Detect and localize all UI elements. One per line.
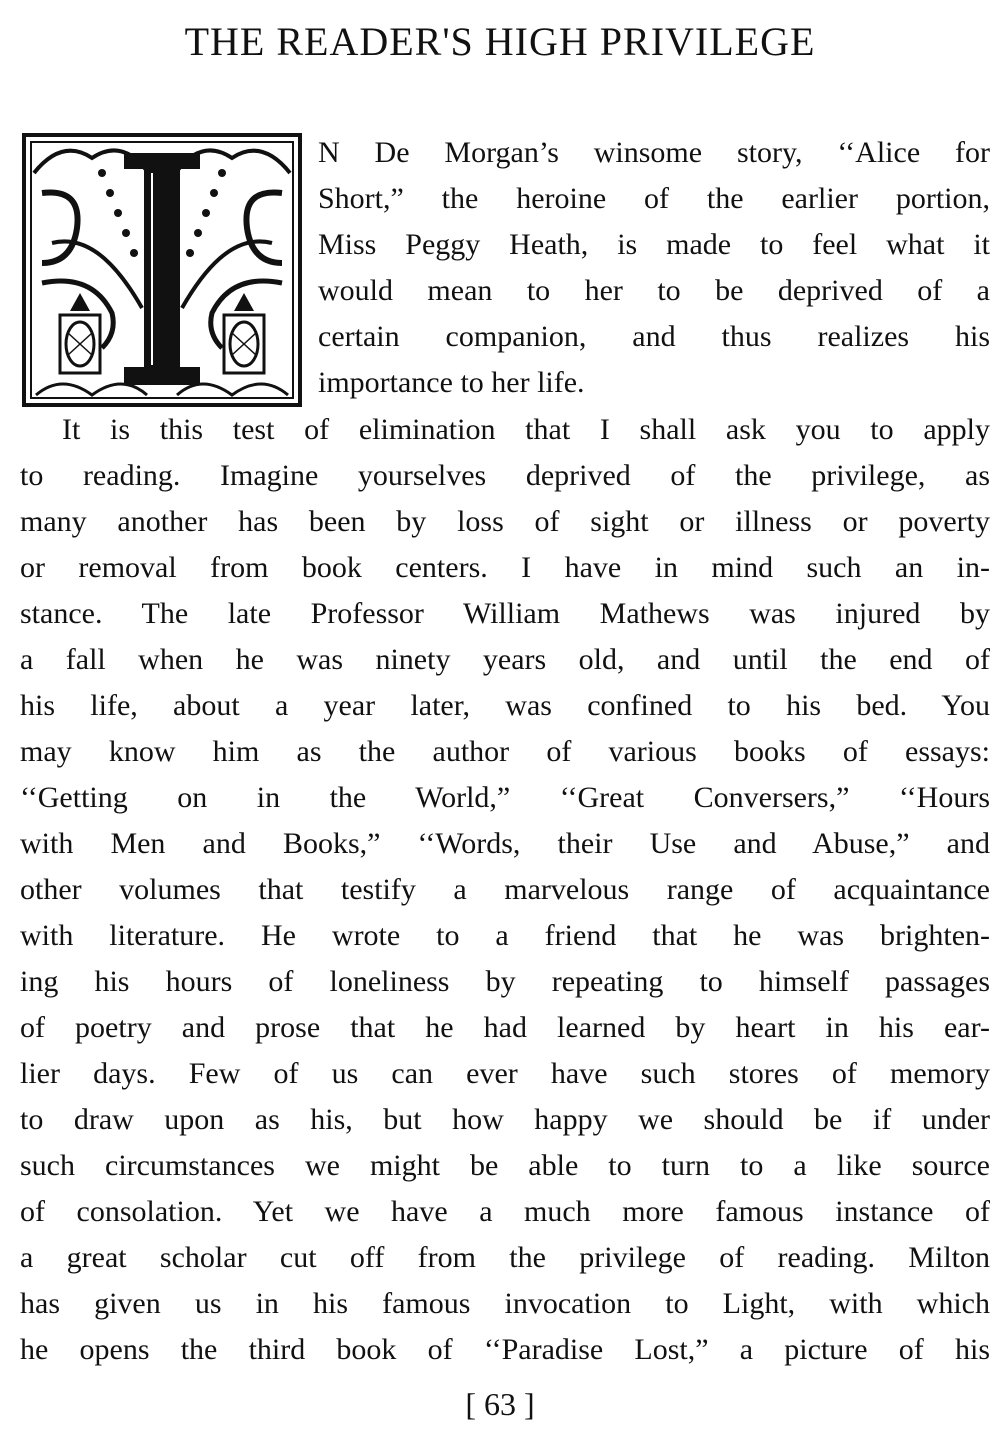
- text-line: It is this test of elimination that I shall ask you to apply: [62, 413, 990, 446]
- text-line: ‘‘Getting on in the World,” ‘‘Great Conversers,” ‘‘Hours: [20, 781, 990, 814]
- text-line: such circumstances we might be able to turn to a like source: [20, 1149, 990, 1182]
- text-line: of poetry and prose that he had learned by heart in his ear-: [20, 1011, 990, 1044]
- text-line: has given us in his famous invocation to Light, with which: [20, 1287, 990, 1320]
- text-line: a great scholar cut off from the privilege of reading. Milton: [20, 1241, 990, 1274]
- text-line: certain companion, and thus realizes his: [318, 320, 990, 353]
- text-line: Miss Peggy Heath, is made to feel what it: [318, 228, 990, 261]
- text-line: N De Morgan’s winsome story, ‘‘Alice for: [318, 136, 990, 169]
- text-line: may know him as the author of various books of essays:: [20, 735, 990, 768]
- text-line: stance. The late Professor William Mathews was injured by: [20, 597, 990, 630]
- text-line: his life, about a year later, was confined to his bed. You: [20, 689, 990, 722]
- text-line: Short,” the heroine of the earlier portion,: [318, 182, 990, 215]
- text-line: many another has been by loss of sight or illness or poverty: [20, 505, 990, 538]
- text-line: lier days. Few of us can ever have such stores of memory: [20, 1057, 990, 1090]
- page-number: [ 63 ]: [465, 1386, 535, 1422]
- text-line: of consolation. Yet we have a much more famous instance of: [20, 1195, 990, 1228]
- running-head: THE READER'S HIGH PRIVILEGE: [184, 19, 816, 64]
- text-line: or removal from book centers. I have in mind such an in-: [20, 551, 990, 584]
- text-line: importance to her life.: [318, 366, 585, 399]
- text-line: a fall when he was ninety years old, and until the end of: [20, 643, 990, 676]
- text-line: to reading. Imagine yourselves deprived of the privilege, as: [20, 459, 990, 492]
- decorated-initial-I: [22, 133, 302, 407]
- text-line: with Men and Books,” ‘‘Words, their Use and Abuse,” and: [20, 827, 990, 860]
- text-line: with literature. He wrote to a friend that he was brighten-: [20, 919, 990, 952]
- text-line: he opens the third book of ‘‘Paradise Lost,” a picture of his: [20, 1333, 990, 1366]
- text-line: other volumes that testify a marvelous range of acquaintance: [20, 873, 990, 906]
- text-line: to draw upon as his, but how happy we should be if under: [20, 1103, 990, 1136]
- text-line: would mean to her to be deprived of a: [318, 274, 990, 307]
- text-line: ing his hours of loneliness by repeating to himself passages: [20, 965, 990, 998]
